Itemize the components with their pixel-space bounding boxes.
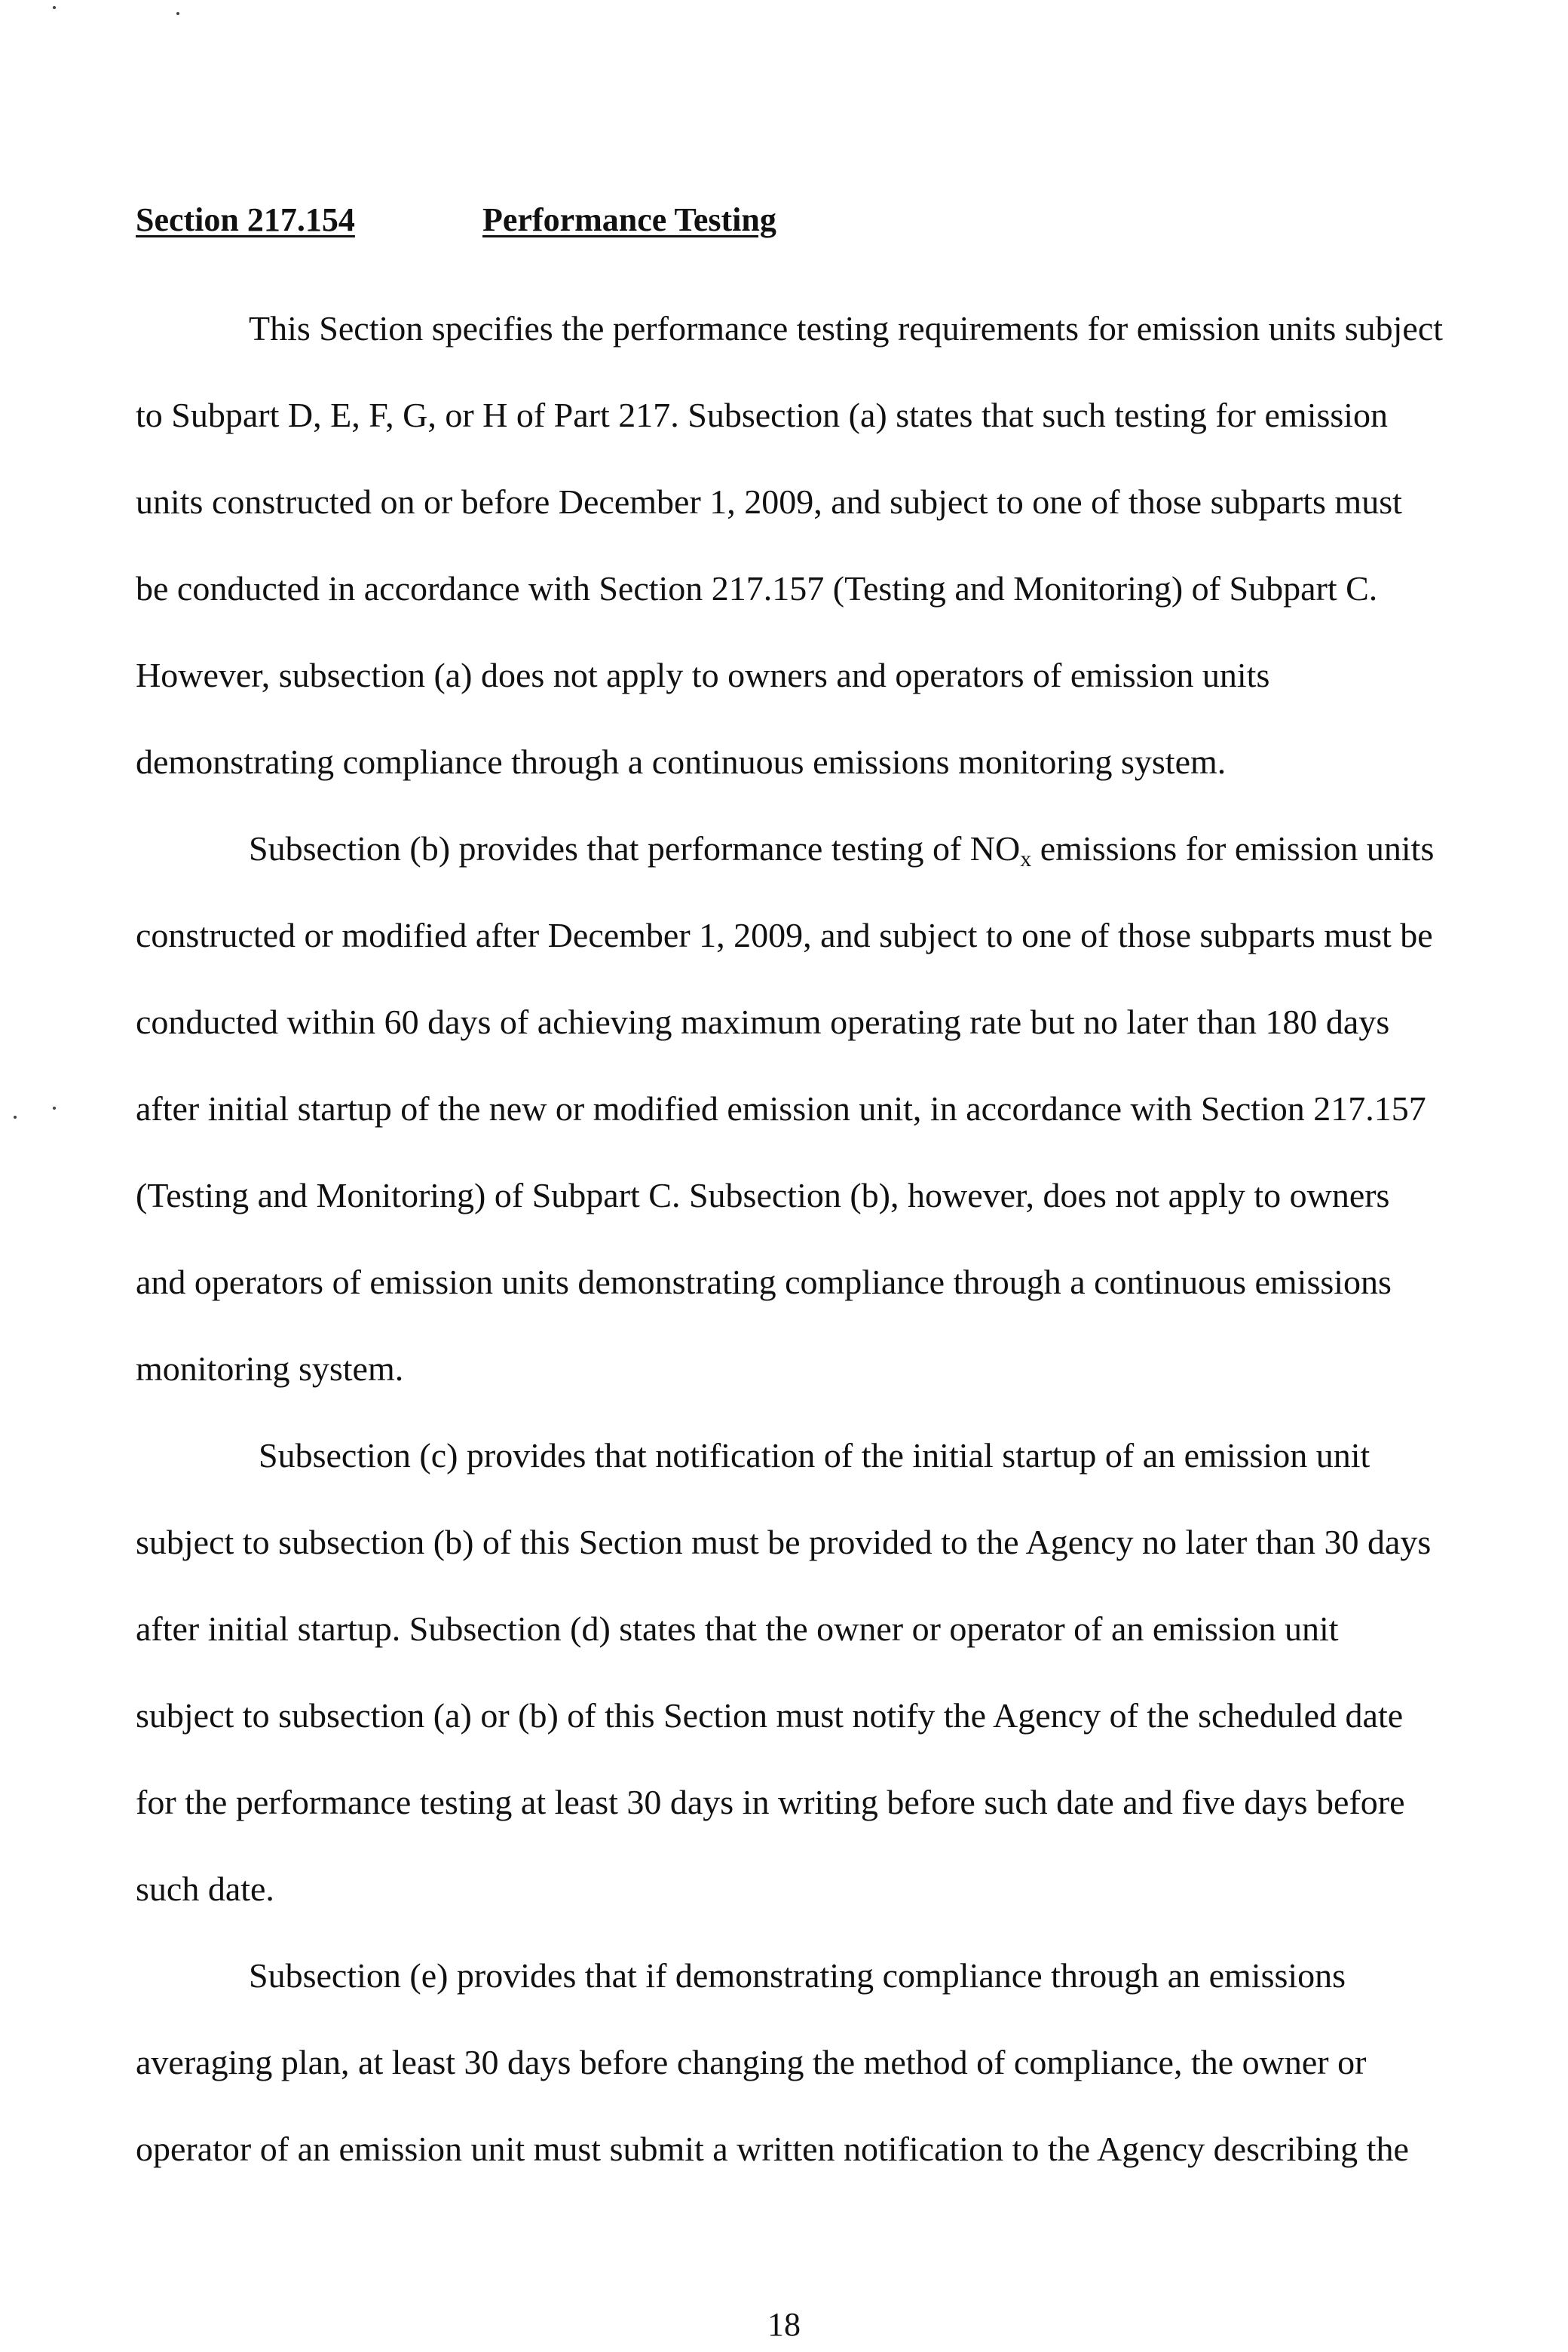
section-title: Performance Testing bbox=[482, 201, 776, 238]
scan-speck bbox=[14, 1116, 17, 1119]
text-segment: Subsection (b) provides that performance testing of NO bbox=[249, 829, 1021, 868]
text-line: and operators of emission units demonstrating compliance through a continuous emissions bbox=[136, 1263, 1392, 1301]
text-line: after initial startup of the new or modified emission unit, in accordance with Section 217.157 bbox=[136, 1089, 1426, 1128]
text-line: subject to subsection (a) or (b) of this Section must notify the Agency of the scheduled date bbox=[136, 1696, 1404, 1735]
scan-speck bbox=[53, 6, 56, 9]
text-line: Subsection (c) provides that notification of the initial startup of an emission unit bbox=[259, 1436, 1370, 1475]
text-line: units constructed on or before December 1, 2009, and subject to one of those subparts must bbox=[136, 482, 1402, 521]
text-line: for the performance testing at least 30 days in writing before such date and five days before bbox=[136, 1783, 1405, 1821]
text-segment: emissions for emission units bbox=[1031, 829, 1435, 868]
section-number: Section 217.154 bbox=[136, 201, 355, 238]
page-number: 18 bbox=[767, 2306, 801, 2343]
text-line: This Section specifies the performance testing requirements for emission units subject bbox=[249, 309, 1444, 348]
text-line: However, subsection (a) does not apply to owners and operators of emission units bbox=[136, 656, 1270, 694]
text-line: conducted within 60 days of achieving maximum operating rate but no later than 180 days bbox=[136, 1003, 1390, 1041]
text-line bbox=[136, 805, 1568, 892]
text-line: Subsection (e) provides that if demonstrating compliance through an emissions bbox=[249, 1956, 1346, 1995]
section-heading bbox=[136, 198, 776, 243]
text-line: after initial startup. Subsection (d) states that the owner or operator of an emission unit bbox=[136, 1609, 1339, 1648]
text-line: demonstrating compliance through a continuous emissions monitoring system. bbox=[136, 743, 1227, 781]
text-line: monitoring system. bbox=[136, 1349, 404, 1388]
text-line: such date. bbox=[136, 1870, 274, 1908]
text-line: be conducted in accordance with Section 217.157 (Testing and Monitoring) of Subpart C. bbox=[136, 569, 1378, 608]
text-line: operator of an emission unit must submit a written notification to the Agency describing the bbox=[136, 2130, 1409, 2168]
body-text bbox=[136, 285, 1568, 2192]
text-line: to Subpart D, E, F, G, or H of Part 217. Subsection (a) states that such testing for emission bbox=[136, 396, 1389, 434]
text-line: constructed or modified after December 1, 2009, and subject to one of those subparts must be bbox=[136, 916, 1433, 954]
text-line: (Testing and Monitoring) of Subpart C. Subsection (b), however, does not apply to owners bbox=[136, 1176, 1390, 1214]
scan-speck bbox=[53, 1107, 56, 1110]
scan-speck bbox=[176, 12, 179, 15]
subscript: x bbox=[1020, 847, 1032, 871]
text-line: averaging plan, at least 30 days before changing the method of compliance, the owner or bbox=[136, 2043, 1367, 2081]
text-line: subject to subsection (b) of this Section must be provided to the Agency no later than 30 days bbox=[136, 1523, 1432, 1561]
